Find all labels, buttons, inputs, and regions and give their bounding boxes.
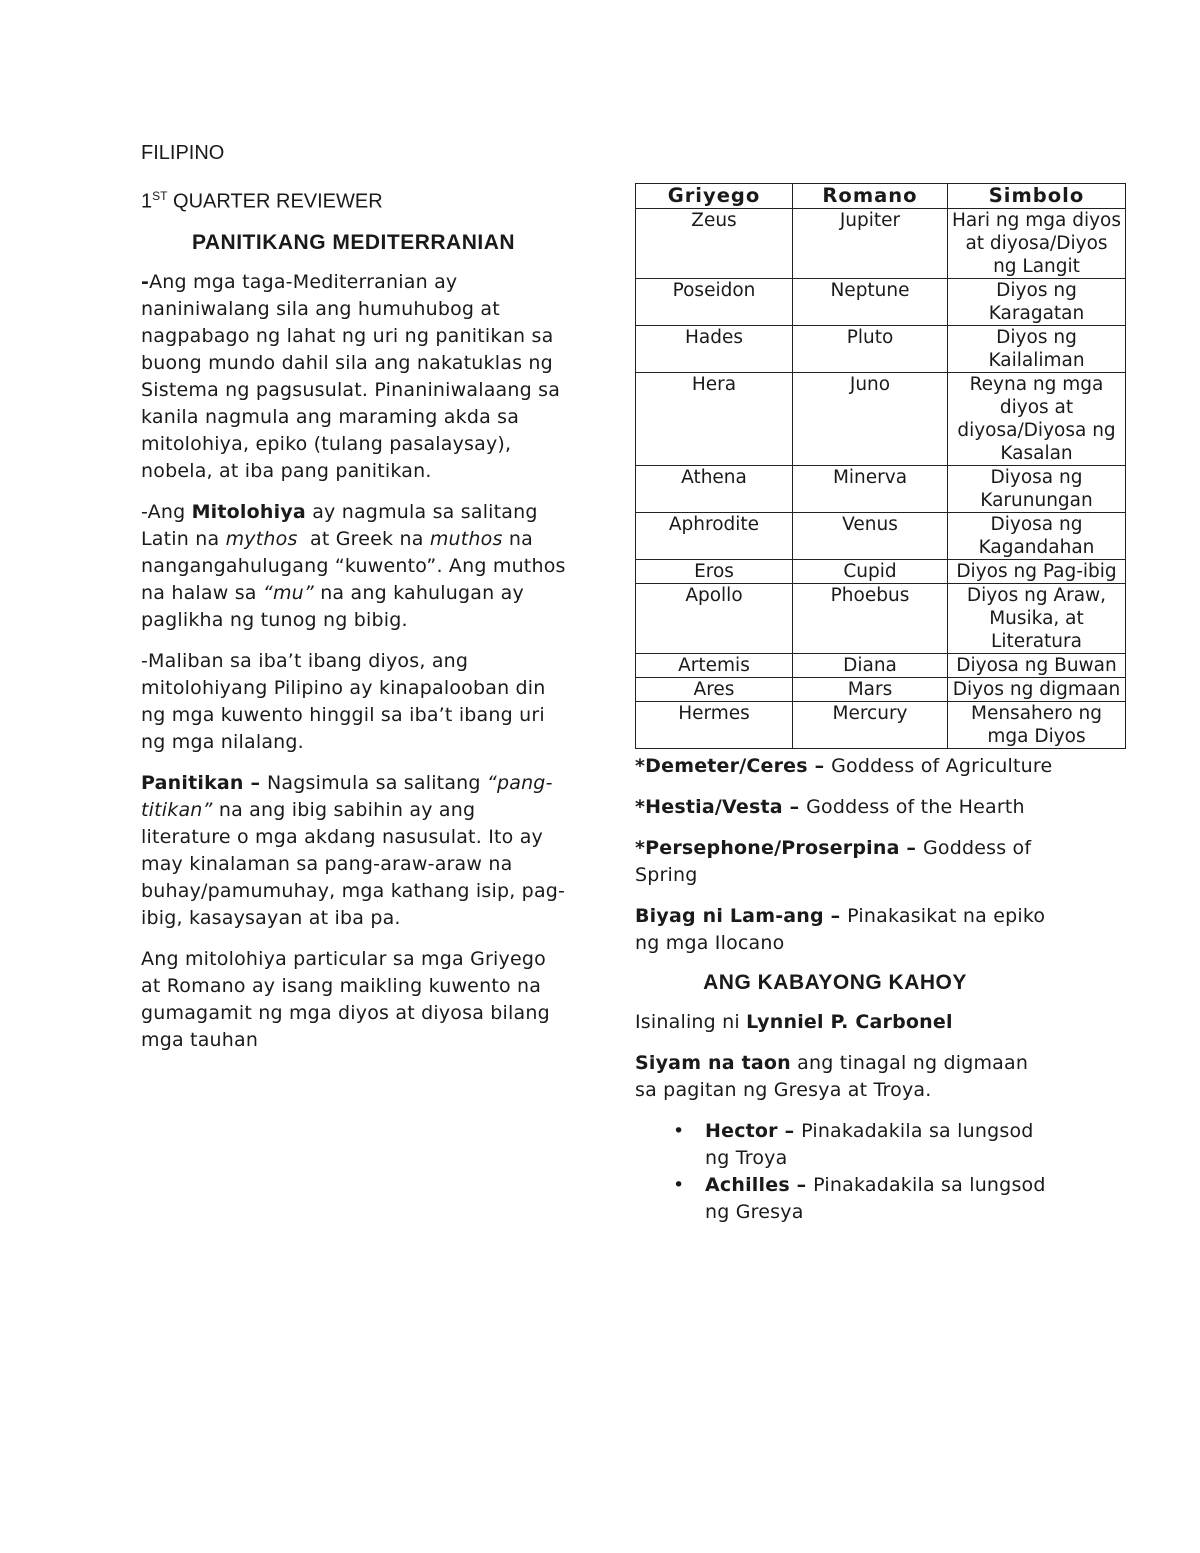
table-cell: Diyos ng Pag-ibig: [948, 560, 1126, 584]
table-row: [636, 373, 1126, 466]
table-cell: Mercury: [793, 702, 948, 749]
table-row: [636, 560, 1126, 584]
table-cell: Zeus: [636, 209, 793, 279]
bullet-icon: •: [673, 1174, 685, 1196]
author-name: Lynniel P. Carbonel: [746, 1011, 953, 1033]
list-item-hector: [673, 1118, 1055, 1172]
note-hestia: [635, 794, 1055, 821]
table-cell: Eros: [636, 560, 793, 584]
term-mu: “mu”: [262, 581, 314, 604]
term-mitolohiya: Mitolohiya: [191, 500, 306, 523]
note-text: Goddess of Agriculture: [831, 755, 1053, 777]
term-mythos: mythos: [225, 527, 298, 550]
list-text: Pinakadakila sa lungsod ng Troya: [705, 1120, 1034, 1169]
bullet-list: [635, 1118, 1055, 1226]
table-cell: Neptune: [793, 279, 948, 326]
table-cell: Diyos ng Kailaliman: [948, 326, 1126, 373]
text-run: na ang kahulugan ay paglikha ng tunog ng bibig.: [141, 581, 524, 631]
table-cell: Minerva: [793, 466, 948, 513]
table-row: [636, 678, 1126, 702]
table-row: [636, 702, 1126, 749]
table-cell: Diyosa ng Kagandahan: [948, 513, 1126, 560]
list-item-achilles: [673, 1172, 1055, 1226]
note-text: Goddess of the Hearth: [806, 796, 1025, 818]
note-term: Biyag ni Lam-ang –: [635, 905, 848, 927]
column-header-simbolo: Simbolo: [948, 184, 1126, 209]
term-panitikan: Panitikan –: [141, 771, 267, 794]
reviewer-superscript: ST: [152, 189, 168, 203]
term-pang-titikan: “pang-titikan”: [141, 771, 553, 821]
table-cell: Diyosa ng Buwan: [948, 654, 1126, 678]
reviewer-rest: QUARTER REVIEWER: [167, 190, 383, 213]
note-persephone: [635, 835, 1055, 889]
table-cell: Diyos ng Karagatan: [948, 279, 1126, 326]
note-text: Goddess of Spring: [635, 837, 1032, 886]
note-demeter: [635, 753, 1055, 780]
note-term: *Hestia/Vesta –: [635, 796, 807, 818]
text-run: ang tinagal ng digmaan sa pagitan ng Gresya at Troya.: [635, 1052, 1029, 1101]
reviewer-number: 1: [141, 190, 153, 213]
table-cell: Mensahero ng mga Diyos: [948, 702, 1126, 749]
table-row: [636, 209, 1126, 279]
table-cell: Mars: [793, 678, 948, 702]
table-cell: Diyos ng Araw, Musika, at Literatura: [948, 584, 1126, 654]
table-cell: Reyna ng mga diyos at diyosa/Diyosa ng Kasalan: [948, 373, 1126, 466]
section-heading-mediterranian: PANITIKANG MEDITERRANIAN: [191, 230, 516, 254]
text-run: Nagsimula sa salitang: [266, 771, 487, 794]
table-header-row: [636, 184, 1126, 209]
term-muthos: muthos: [429, 527, 503, 550]
table-row: [636, 513, 1126, 560]
term-siyam: Siyam na taon: [635, 1052, 791, 1074]
note-biyag: [635, 903, 1055, 957]
table-cell: Diana: [793, 654, 948, 678]
table-cell: Hari ng mga diyos at diyosa/Diyos ng Langit: [948, 209, 1126, 279]
subject-label: FILIPINO: [141, 142, 225, 164]
table-cell: Diyos ng digmaan: [948, 678, 1126, 702]
note-term: *Persephone/Proserpina –: [635, 837, 923, 859]
author-line: [635, 1009, 1055, 1036]
table-cell: Ares: [636, 678, 793, 702]
paragraph-maliban: -Maliban sa iba’t ibang diyos, ang mitolohiyang Pilipino ay kinapalooban din ng mga kuwento hinggil sa iba’t ibang uri ng mga nilalang.: [141, 649, 546, 753]
text-run: na nangangahulugang “kuwento”. Ang muthos na halaw sa: [141, 527, 566, 604]
table-cell: Venus: [793, 513, 948, 560]
table-row: [636, 584, 1126, 654]
paragraph-siyam: [635, 1050, 1055, 1104]
section-heading-kabayong-kahoy: ANG KABAYONG KAHOY: [703, 971, 967, 994]
note-text: Pinakasikat na epiko ng mga Ilocano: [635, 905, 1046, 954]
table-row: [636, 279, 1126, 326]
paragraph-text: Ang mga taga-Mediterranian ay naniniwalang sila ang humuhubog at nagpabago ng lahat ng uri ng panitikan sa buong mundo dahil sila ang nakatuklas ng Sistema ng pagsusulat. Pinaniniwalaang sa kanila nagmula ang maraming akda sa mitolohiya, epiko (tulang pasalaysay), nobela, at iba pang panitikan.: [141, 270, 561, 482]
table-cell: Hera: [636, 373, 793, 466]
table-row: [636, 654, 1126, 678]
table-cell: Artemis: [636, 654, 793, 678]
table-cell: Juno: [793, 373, 948, 466]
paragraph-mediterranian: [141, 269, 566, 485]
text-run: Isinaling ni: [635, 1011, 747, 1033]
table-cell: Diyosa ng Karunungan: [948, 466, 1126, 513]
table-cell: Cupid: [793, 560, 948, 584]
column-header-griyego: Griyego: [636, 184, 793, 209]
column-header-romano: Romano: [793, 184, 948, 209]
paragraph-mitolohiya: [141, 499, 566, 634]
reviewer-title: [141, 183, 566, 215]
list-term: Achilles –: [705, 1174, 814, 1196]
table-cell: Pluto: [793, 326, 948, 373]
table-cell: Apollo: [636, 584, 793, 654]
paragraph-mitolohiya-particular: Ang mitolohiya particular sa mga Griyego at Romano ay isang maikling kuwento na gumagamit ng mga diyos at diyosa bilang mga tauhan: [141, 947, 550, 1051]
text-run: na ang ibig sabihin ay ang literature o mga akdang nasusulat. Ito ay may kinalaman sa pang-araw-araw na buhay/pamumuhay, mga kathang isip, pag-ibig, kasaysayan at iba pa.: [141, 798, 566, 929]
notes-block: [635, 753, 1055, 1226]
table-row: [636, 326, 1126, 373]
list-term: Hector –: [705, 1120, 802, 1142]
table-cell: Athena: [636, 466, 793, 513]
list-text: Pinakadakila sa lungsod ng Gresya: [705, 1174, 1046, 1223]
table-cell: Aphrodite: [636, 513, 793, 560]
paragraph-dash: -: [141, 270, 150, 293]
table-cell: Poseidon: [636, 279, 793, 326]
table-cell: Jupiter: [793, 209, 948, 279]
paragraph-panitikan: [141, 770, 566, 932]
text-run: at Greek na: [297, 527, 430, 550]
bullet-icon: •: [673, 1120, 685, 1142]
table-cell: Hermes: [636, 702, 793, 749]
gods-table: [635, 183, 1126, 749]
text-run: ay nagmula sa salitang Latin na: [141, 500, 538, 550]
note-term: *Demeter/Ceres –: [635, 755, 832, 777]
table-cell: Phoebus: [793, 584, 948, 654]
table-cell: Hades: [636, 326, 793, 373]
table-row: [636, 466, 1126, 513]
text-run: -Ang: [141, 500, 192, 523]
right-column: [635, 183, 1125, 1226]
left-column: [141, 140, 566, 1068]
